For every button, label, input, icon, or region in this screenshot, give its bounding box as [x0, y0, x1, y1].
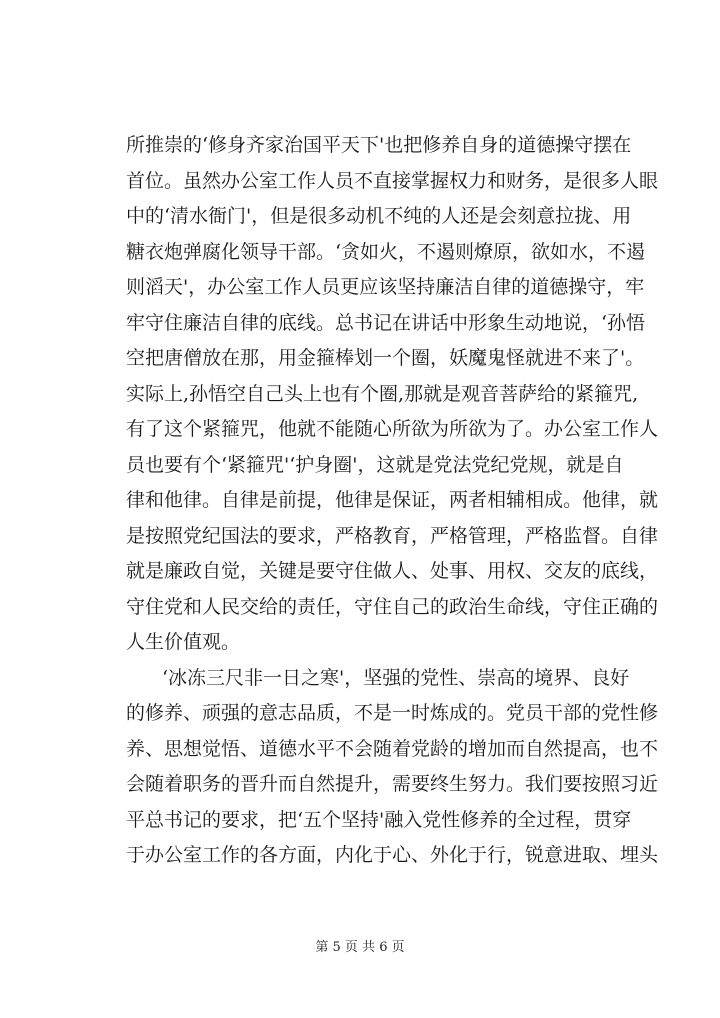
- page-number-footer: 第 5 页 共 6 页: [315, 940, 405, 955]
- text-line: 则滔天'，办公室工作人员更应该坚持廉洁自律的道德操守，牢: [126, 276, 645, 298]
- text-line: 是按照党纪国法的要求，严格教育，严格管理，严格监督。自律: [126, 524, 659, 547]
- paragraph-1: [126, 128, 659, 661]
- text-line: 律和他律。自律是前提，他律是保证，两者相辅相成。他律，就: [126, 489, 659, 511]
- text-line: 糖衣炮弹腐化领导干部。‘贪如火，不遏则燎原，欲如水，不遏: [126, 240, 646, 263]
- text-line: 员也要有个‘紧箍咒'‘护身圈'，这就是党法党纪党规，就是自: [126, 453, 624, 476]
- text-line: 守住党和人民交给的责任，守住自己的政治生命线，守住正确的: [126, 595, 659, 618]
- text-line: 平总书记的要求，把‘五个坚持'融入党性修养的全过程，贯穿: [126, 808, 632, 831]
- text-line: 牢守住廉洁自律的底线。总书记在讲话中形象生动地说，‘孙悟: [126, 311, 646, 334]
- text-line: 的修养、顽强的意志品质，不是一时炼成的。党员干部的党性修: [126, 702, 659, 724]
- text-line: 首位。虽然办公室工作人员不直接掌握权力和财务，是很多人眼: [126, 169, 659, 192]
- text-line: ‘冰冻三尺非一日之寒'，坚强的党性、崇高的境界、良好: [162, 666, 630, 689]
- text-line: 会随着职务的晋升而自然提升，需要终生努力。我们要按照习近: [126, 773, 659, 795]
- text-line: 所推崇的‘修身齐家治国平天下'也把修养自身的道德操守摆在: [126, 134, 632, 156]
- text-line: 于办公室工作的各方面，内化于心、外化于行，锐意进取、埋头: [126, 844, 659, 866]
- text-line: 就是廉政自觉，关键是要守住做人、处事、用权、交友的底线，: [126, 560, 659, 582]
- text-line: 有了这个紧箍咒，他就不能随心所欲为所欲为了。办公室工作人: [126, 418, 659, 440]
- document-body: [126, 128, 659, 874]
- text-line: 人生价值观。: [126, 631, 241, 653]
- text-line: 养、思想觉悟、道德水平不会随着党龄的增加而自然提高，也不: [126, 737, 659, 760]
- text-line: 实际上,孙悟空自己头上也有个圈,那就是观音菩萨给的紧箍咒,: [126, 382, 639, 405]
- text-line: 中的‘清水衙门'，但是很多动机不纯的人还是会刻意拉拢、用: [126, 205, 632, 227]
- paragraph-2: [126, 661, 659, 874]
- text-line: 空把唐僧放在那，用金箍棒划一个圈，妖魔鬼怪就进不来了'。: [126, 347, 645, 369]
